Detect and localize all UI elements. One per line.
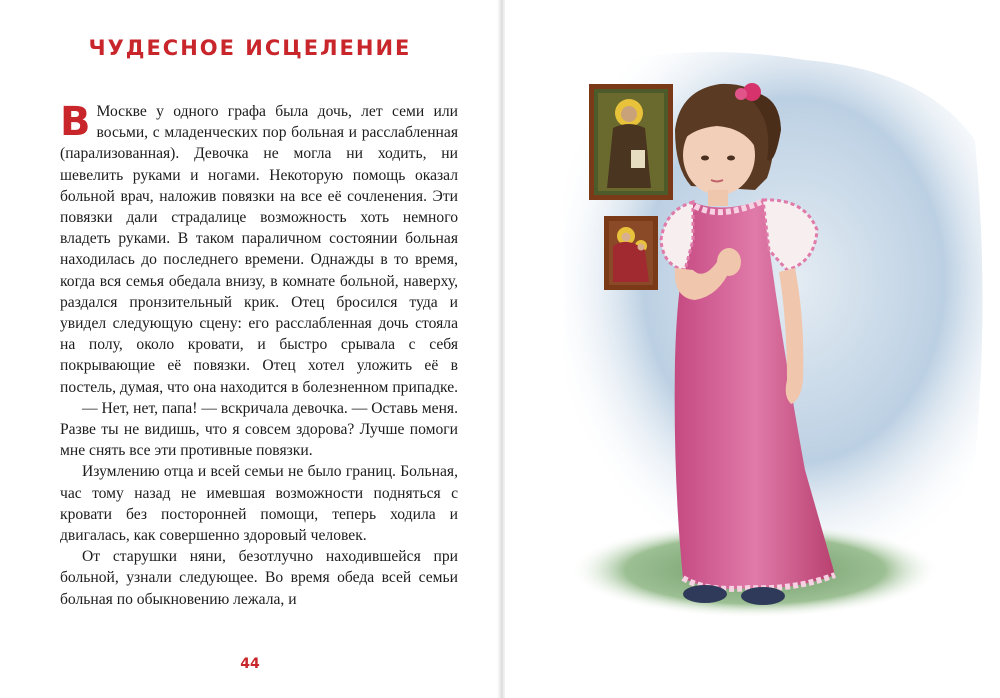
paragraph-4: От старушки няни, безотлучно находившейся при больной, узнали следующее. Во время обеда всей семьи больная по обыкновению лежала, и bbox=[60, 548, 458, 608]
paragraph-2: — Нет, нет, папа! — вскричала девочка. — Оставь меня. Разве ты не видишь, что я совсем здорова? Лучше помоги мне снять все эти противные повязки. bbox=[60, 399, 458, 460]
drop-cap: В bbox=[60, 99, 91, 145]
page-number: 44 bbox=[240, 656, 260, 672]
story-title: ЧУДЕСНОЕ ИСЦЕЛЕНИЕ bbox=[88, 36, 412, 60]
illustration-girl-with-icons bbox=[505, 0, 1000, 698]
icon-painting-madonna bbox=[604, 216, 658, 290]
right-page bbox=[505, 0, 1000, 698]
paragraph-3: Изумлению отца и всей семьи не было границ. Больная, час тому назад не имевшая возможности подняться с кровати без посторонней помощи, теперь ходила и двигалась, как совершенно здоровый человек. bbox=[60, 463, 458, 545]
story-text bbox=[60, 101, 458, 610]
paragraph-1-text: Москве у одного графа была дочь, лет семи или восьми, с младенческих пор больная и расслабленная (парализованная). Девочка не могла ни ходить, ни шевелить руками и ногами. Некоторую помощь оказал больной врач, наложив повязки на все её сочленения. Эти повязки дали страдалице возможность хоть немного владеть руками. В таком параличном состоянии больная находилась до последнего времени. Однажды в то время, когда вся семья обедала внизу, в комнате больной, наверху, раздался пронзительный крик. Отец бросился туда и увидел следующую сцену: его расслабленная дочь стояла на полу, около кровати, и быстро срывала с себя покрывающие её повязки. Отец хотел уложить её в постель, думая, что она находится в болезненном припадке. bbox=[60, 103, 459, 396]
paragraph-1 bbox=[60, 101, 458, 398]
icon-painting-saint bbox=[589, 84, 673, 200]
